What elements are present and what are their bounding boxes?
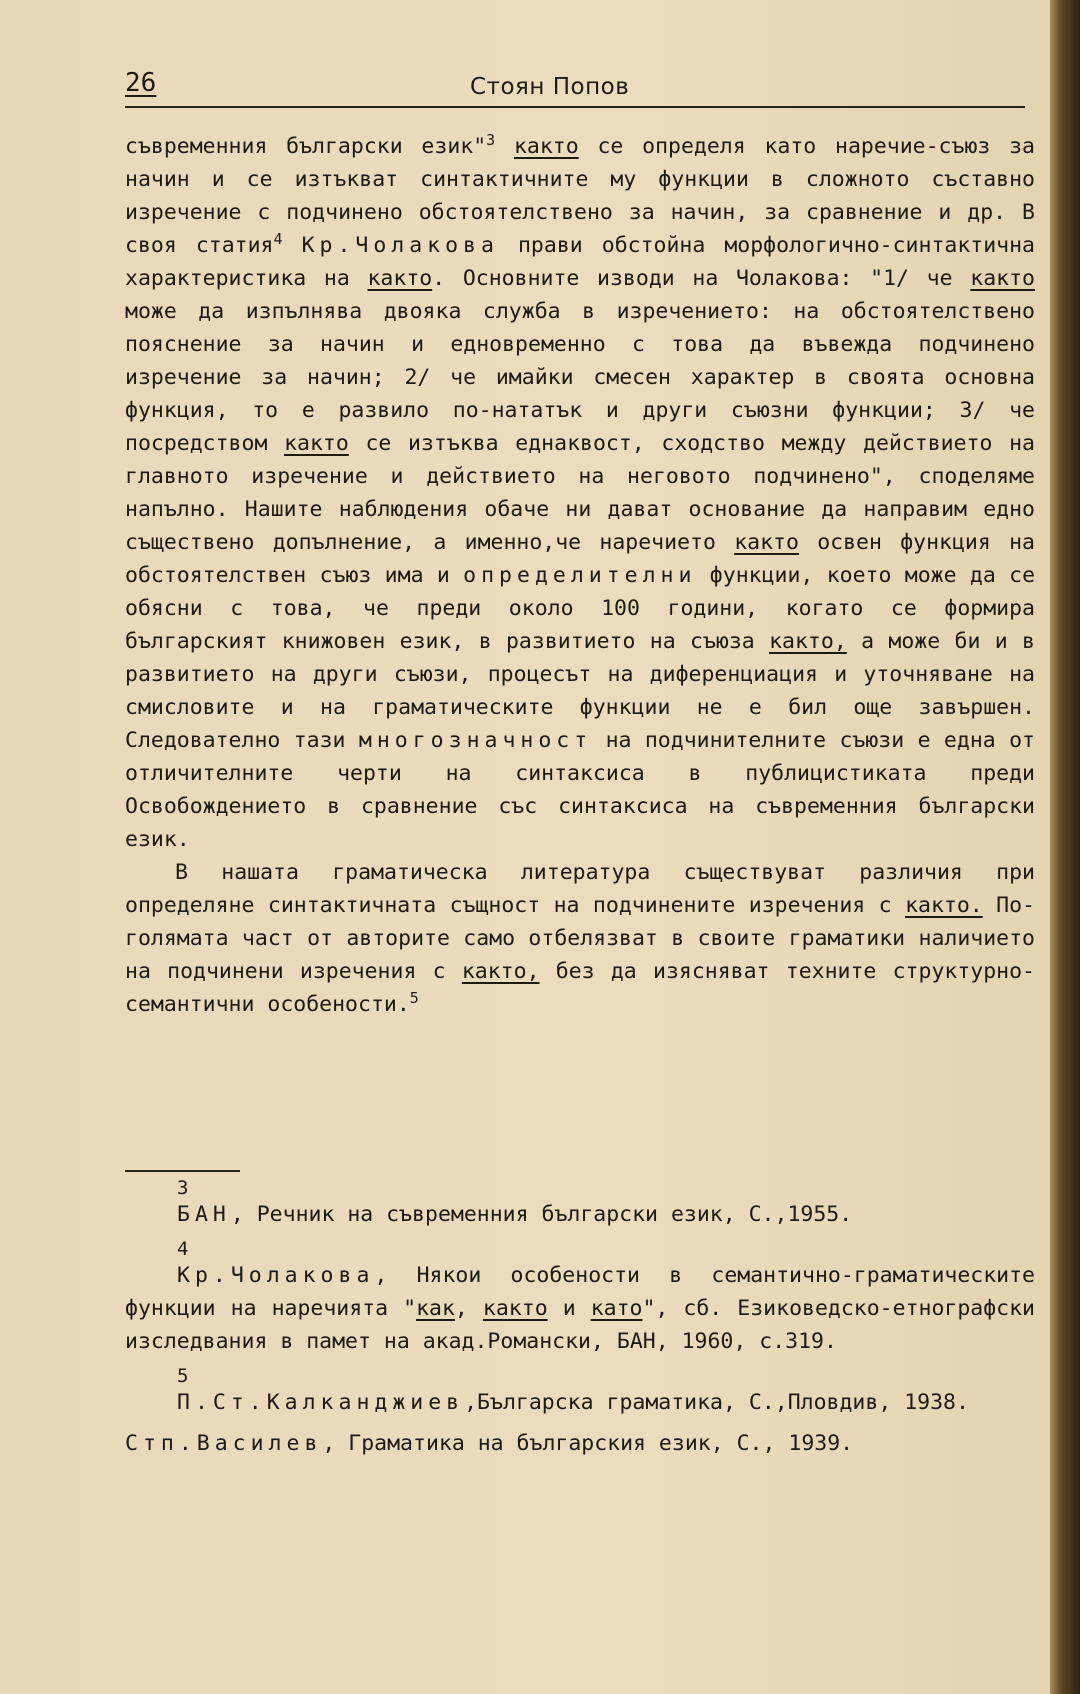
running-head: Стоян Попов	[470, 74, 630, 100]
text-run: може да изпълнява двояка служба в изречението: на обстоятелствено пояснение за начин и едновременно с това да въвежда подчинено изречение за начин; 2/ че имайки смесен характер в своята основна функция, то е развило по-нататък и други съюзни функции; 3/ че посредством	[125, 299, 1035, 456]
footnote-5-continued	[125, 1427, 1035, 1460]
text-run: без да изясняват техните структурно-семантични особености.	[125, 959, 1035, 1017]
footnote-ref-5: 5	[409, 988, 419, 1007]
text-run	[495, 134, 514, 159]
text-run: освен функция на обстоятелствен съюз има и	[125, 530, 1035, 588]
text-run: , Някои особености в семантично-граматическите функции на наречията "	[125, 1263, 1035, 1321]
footnote-author: Кр.Чолакова	[177, 1263, 375, 1288]
book-spine-edge	[1050, 0, 1080, 1694]
footnote-number: 3	[177, 1177, 189, 1199]
paragraph-2	[125, 856, 1035, 1021]
underlined-term: както	[513, 134, 579, 159]
footnote-number: 5	[177, 1365, 189, 1387]
text-run: ,Българска граматика, С.,Пловдив, 1938.	[464, 1390, 969, 1415]
text-run: , Граматика на българския език, С., 1939.	[322, 1431, 854, 1456]
text-run: и	[547, 1296, 591, 1321]
underlined-term: както.	[905, 893, 983, 918]
footnotes	[125, 1178, 1035, 1468]
footnote-text	[125, 1386, 1035, 1419]
text-run: функции, което може да се обясни с това, че преди около 100 години, когато се формира българският книжовен език, в развитието на съюза	[125, 563, 1036, 654]
spaced-term: многозначност	[358, 728, 593, 753]
text-run: ,	[454, 1296, 483, 1321]
footnote-text	[125, 1259, 1035, 1358]
paragraph-1	[125, 130, 1035, 856]
text-run: , Речник на съвременния български език, С.,1955.	[230, 1202, 853, 1227]
footnote-ref-4: 4	[273, 229, 283, 248]
footnote-text	[125, 1431, 853, 1456]
footnote-author: Стп.Василев	[125, 1431, 323, 1456]
footnote-author: БАН	[177, 1202, 231, 1227]
text-run: . Основните изводи на Чолакова: "1/ че	[432, 266, 971, 291]
underlined-term: как	[416, 1296, 455, 1321]
text-run: се определя като наречие-съюз за начин и се изтъкват синтактичните му функции в сложното съставно изречение с подчинено обстоятелствено за начин, за сравнение и др. В своя статия	[125, 134, 1035, 258]
text-run: прави обстойна морфологично-синтактична характеристика на	[125, 233, 1035, 291]
underlined-term: както	[284, 431, 349, 456]
header-rule	[125, 106, 1025, 108]
footnote-5	[125, 1366, 1035, 1419]
text-run: ", сб. Езиковедско-етнографски изследвания в памет на акад.Романски, БАН, 1960, с.319.	[125, 1296, 1036, 1354]
underlined-term: както,	[769, 629, 847, 654]
footnote-ref-3: 3	[486, 130, 496, 149]
page-number: 26	[125, 68, 157, 98]
spaced-term: определителни	[463, 563, 697, 588]
underlined-term: като	[590, 1296, 643, 1321]
underlined-term: както	[970, 266, 1035, 291]
text-run: а може би и в развитието на други съюзи, процесът на диференциация и уточняване на смисловите и на граматическите функции не е бил още завършен. Следователно тази	[125, 629, 1036, 753]
underlined-term: както	[367, 266, 433, 291]
footnote-4	[125, 1239, 1035, 1358]
text-run: се изтъква еднаквост, сходство между действието на главното изречение и действието на неговото подчинено", споделяме напълно. Нашите наблюдения обаче ни дават основание да направим едно съществено допълнение, а именно,че наречието	[125, 431, 1035, 555]
text-run	[283, 233, 302, 258]
footnote-author: П.Ст.Калканджиев	[177, 1390, 465, 1415]
text-run: В нашата граматическа литература съществуват различия при определяне синтактичната същност на подчинените изречения с	[125, 860, 1035, 918]
footnote-text	[125, 1198, 1035, 1231]
footnote-3	[125, 1178, 1035, 1231]
page-header	[125, 68, 1025, 112]
footnote-rule	[125, 1170, 240, 1172]
main-text	[125, 130, 1035, 1021]
underlined-term: както	[482, 1296, 548, 1321]
text-run: на подчинителните съюзи е една от отличителните черти на синтаксиса в публицистиката преди Освобождението в сравнение със синтаксиса на съвременния български език.	[125, 728, 1035, 852]
author-name: Кр.Чолакова	[301, 233, 499, 258]
underlined-term: както	[734, 530, 799, 555]
underlined-term: както,	[461, 959, 540, 984]
text-run: По-голямата част от авторите само отбелязват в своите граматики наличието на подчинени изречения с	[125, 893, 1035, 984]
footnote-number: 4	[177, 1238, 189, 1260]
text-run: съвременния български език"	[125, 134, 487, 159]
